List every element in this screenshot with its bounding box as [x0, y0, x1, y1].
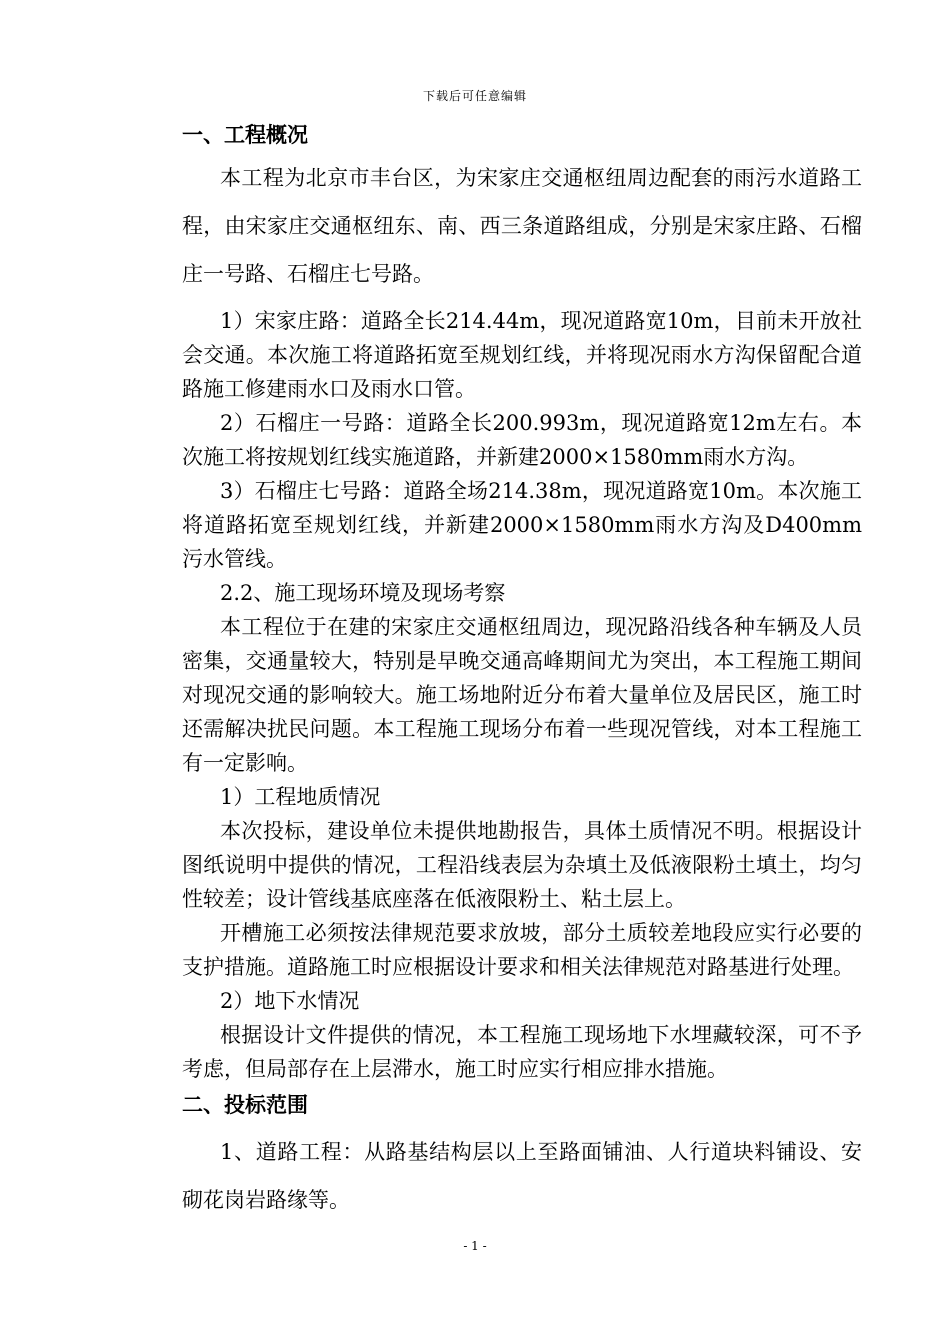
geology-title: 1）工程地质情况	[220, 785, 381, 809]
scope-item-1: 1、道路工程：从路基结构层以上至路面铺油、人行道块料铺设、安砌花岗岩路缘等。	[182, 1140, 862, 1212]
page-header-note: 下载后可任意编辑	[422, 89, 527, 103]
geology-text: 本次投标，建设单位未提供地勘报告，具体土质情况不明。根据设计图纸说明中提供的情况，工程沿线表层为杂填土及低液限粉土填土，均匀性较差；设计管线基底座落在低液限粉土、粘土层上。	[182, 819, 862, 911]
groundwater-title: 2）地下水情况	[220, 989, 360, 1013]
document-body	[182, 118, 862, 1224]
section-2-title: 二、投标范围	[182, 1093, 308, 1117]
groundwater-text: 根据设计文件提供的情况，本工程施工现场地下水埋藏较深，可不予考虑，但局部存在上层滞水，施工时应实行相应排水措施。	[182, 1023, 862, 1081]
excavation-text: 开槽施工必须按法律规范要求放坡，部分土质较差地段应实行必要的支护措施。道路施工时应根据设计要求和相关法律规范对路基进行处理。	[182, 921, 862, 979]
subsection-title: 2.2、施工现场环境及现场考察	[220, 581, 506, 605]
section-1-title: 一、工程概况	[182, 123, 308, 147]
section-1-intro: 本工程为北京市丰台区，为宋家庄交通枢纽周边配套的雨污水道路工程，由宋家庄交通枢纽东、南、西三条道路组成，分别是宋家庄路、石榴庄一号路、石榴庄七号路。	[182, 166, 862, 286]
road-item-3: 3）石榴庄七号路：道路全场214.38m，现况道路宽10m。本次施工将道路拓宽至规划红线，并新建2000×1580mm雨水方沟及D400mm污水管线。	[182, 479, 862, 571]
page-number: - 1 -	[463, 1239, 487, 1253]
road-item-2: 2）石榴庄一号路：道路全长200.993m，现况道路宽12m左右。本次施工将按规划红线实施道路，并新建2000×1580mm雨水方沟。	[182, 411, 862, 469]
site-environment-text: 本工程位于在建的宋家庄交通枢纽周边，现况路沿线各种车辆及人员密集，交通量较大，特别是早晚交通高峰期间尤为突出，本工程施工期间对现况交通的影响较大。施工场地附近分布着大量单位及居民区，施工时还需解决扰民问题。本工程施工现场分布着一些现况管线，对本工程施工有一定影响。	[182, 615, 862, 775]
road-item-1: 1）宋家庄路：道路全长214.44m，现况道路宽10m，目前未开放社会交通。本次施工将道路拓宽至规划红线，并将现况雨水方沟保留配合道路施工修建雨水口及雨水口管。	[182, 309, 862, 401]
